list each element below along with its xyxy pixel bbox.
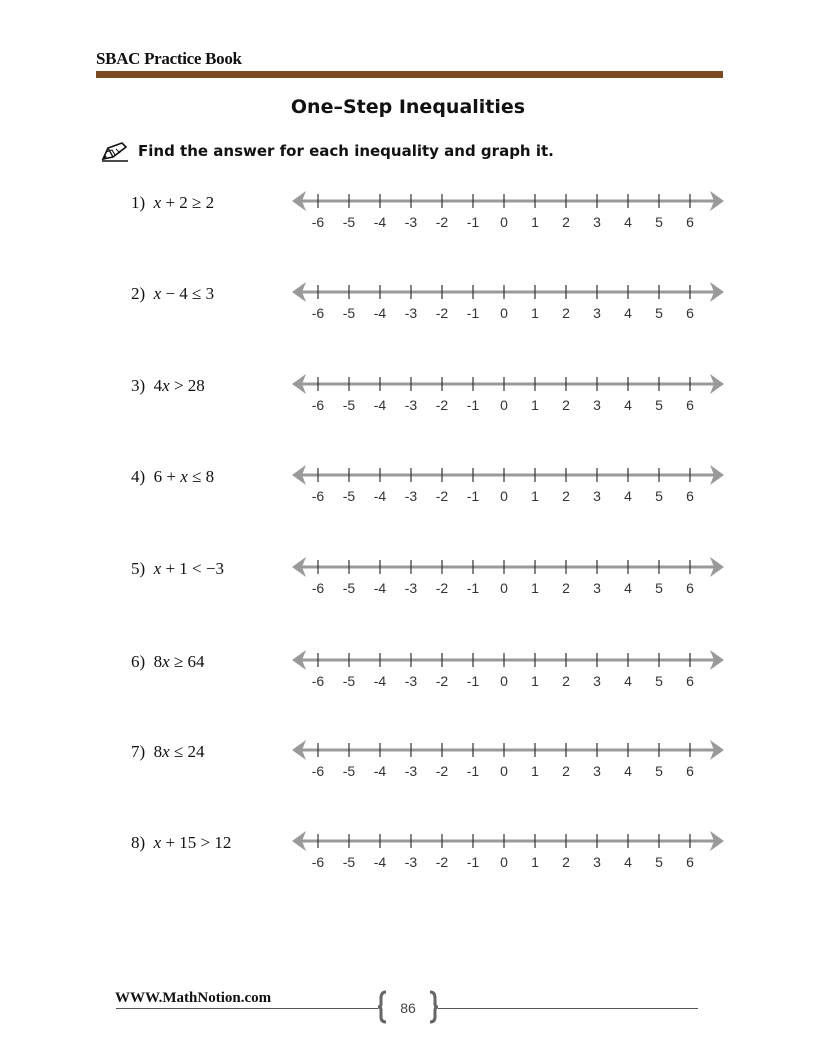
tick-label: 3 (593, 580, 601, 596)
tick-label: 0 (500, 763, 508, 779)
tick-label: 4 (624, 305, 632, 321)
tick-label: 2 (562, 763, 570, 779)
tick-label: -4 (373, 397, 387, 413)
tick-label: -3 (404, 854, 418, 870)
variable: x (162, 652, 170, 671)
footer-page-box (378, 990, 438, 1024)
problem-number: 6) (131, 652, 146, 671)
tick-label: 3 (593, 488, 601, 504)
tick-label: 4 (624, 580, 632, 596)
tick-label: 1 (531, 488, 539, 504)
tick-label: 4 (624, 397, 632, 413)
tick-label: -3 (404, 214, 418, 230)
tick-label: 6 (686, 763, 694, 779)
tick-label: 5 (655, 214, 663, 230)
tick-label: -6 (311, 580, 325, 596)
tick-label: 0 (500, 854, 508, 870)
tick-label: -1 (466, 214, 480, 230)
tick-label: -5 (342, 397, 356, 413)
tick-label: -1 (466, 580, 480, 596)
variable: x (180, 467, 188, 486)
tick-label: -3 (404, 580, 418, 596)
tick-label: -1 (466, 673, 480, 689)
tick-label: -1 (466, 854, 480, 870)
tick-label: -5 (342, 305, 356, 321)
tick-label: 5 (655, 580, 663, 596)
tick-label: 1 (531, 580, 539, 596)
tick-label: 1 (531, 214, 539, 230)
problem-expression (131, 652, 205, 672)
expression-part: 4 (153, 376, 163, 395)
expression-part: 8 (153, 652, 163, 671)
tick-label: -3 (404, 305, 418, 321)
tick-label: -4 (373, 580, 387, 596)
expression-part: 8 (153, 742, 163, 761)
tick-label: 6 (686, 854, 694, 870)
problem-number: 3) (131, 376, 146, 395)
variable: x (153, 833, 162, 852)
tick-label: 3 (593, 397, 601, 413)
problem-7 (131, 742, 731, 782)
tick-label: -2 (435, 305, 449, 321)
tick-label: 0 (500, 673, 508, 689)
pencil-icon (100, 139, 130, 163)
tick-label: -5 (342, 673, 356, 689)
problem-8 (131, 833, 731, 873)
tick-label: -2 (435, 673, 449, 689)
tick-label: -6 (311, 305, 325, 321)
tick-label: 3 (593, 673, 601, 689)
page-title: One–Step Inequalities (290, 96, 526, 118)
tick-label: 6 (686, 305, 694, 321)
tick-label: 0 (500, 305, 508, 321)
footer-rule-left (116, 1008, 378, 1009)
tick-label: 5 (655, 397, 663, 413)
tick-label: -4 (373, 214, 387, 230)
problem-3 (131, 376, 731, 416)
expression-part: 6 + (153, 467, 181, 486)
number-line[interactable] (291, 459, 731, 509)
number-line[interactable] (291, 551, 731, 601)
tick-label: -2 (435, 214, 449, 230)
tick-label: -2 (435, 580, 449, 596)
problem-expression (131, 833, 231, 853)
problem-expression (131, 467, 214, 487)
footer-website: WWW.MathNotion.com (115, 990, 272, 1006)
tick-label: 6 (686, 673, 694, 689)
tick-label: 5 (655, 305, 663, 321)
problem-1 (131, 193, 731, 233)
tick-label: 5 (655, 854, 663, 870)
tick-label: -1 (466, 488, 480, 504)
tick-label: 6 (686, 488, 694, 504)
problem-2 (131, 284, 731, 324)
footer-rule-right (438, 1008, 698, 1009)
tick-label: -1 (466, 397, 480, 413)
problem-number: 8) (131, 833, 146, 852)
tick-label: -4 (373, 763, 387, 779)
variable: x (162, 742, 170, 761)
tick-label: -5 (342, 854, 356, 870)
problem-number: 7) (131, 742, 146, 761)
tick-label: 4 (624, 854, 632, 870)
tick-label: 6 (686, 214, 694, 230)
number-line[interactable] (291, 644, 731, 694)
problem-5 (131, 559, 731, 599)
tick-label: 6 (686, 580, 694, 596)
number-line[interactable] (291, 276, 731, 326)
tick-label: -5 (342, 580, 356, 596)
tick-label: -5 (342, 763, 356, 779)
problem-expression (131, 742, 205, 762)
tick-label: 4 (624, 214, 632, 230)
problem-number: 1) (131, 193, 146, 212)
instruction (100, 139, 554, 163)
tick-label: 1 (531, 397, 539, 413)
tick-label: 3 (593, 214, 601, 230)
tick-label: 3 (593, 854, 601, 870)
tick-label: 2 (562, 854, 570, 870)
tick-label: -3 (404, 488, 418, 504)
expression-part: + 15 > 12 (161, 833, 232, 852)
problem-expression (131, 559, 224, 579)
expression-part: > 28 (169, 376, 205, 395)
tick-label: 1 (531, 763, 539, 779)
tick-label: 2 (562, 580, 570, 596)
tick-label: -4 (373, 854, 387, 870)
tick-label: 0 (500, 488, 508, 504)
tick-label: -4 (373, 488, 387, 504)
tick-label: -4 (373, 305, 387, 321)
number-line[interactable] (291, 734, 731, 784)
expression-part: ≤ 24 (169, 742, 205, 761)
instruction-text: Find the answer for each inequality and graph it. (138, 142, 554, 160)
tick-label: 0 (500, 580, 508, 596)
tick-label: 0 (500, 214, 508, 230)
expression-part: + 1 < −3 (161, 559, 224, 578)
tick-label: -4 (373, 673, 387, 689)
tick-label: -3 (404, 397, 418, 413)
tick-label: 2 (562, 488, 570, 504)
tick-label: 2 (562, 214, 570, 230)
expression-part: ≥ 64 (169, 652, 205, 671)
tick-label: 6 (686, 397, 694, 413)
tick-label: 1 (531, 305, 539, 321)
tick-label: 4 (624, 763, 632, 779)
tick-label: -6 (311, 397, 325, 413)
tick-label: 4 (624, 488, 632, 504)
number-line[interactable] (291, 368, 731, 418)
tick-label: -1 (466, 305, 480, 321)
tick-label: 3 (593, 763, 601, 779)
tick-label: -3 (404, 763, 418, 779)
tick-label: -6 (311, 854, 325, 870)
problem-number: 5) (131, 559, 146, 578)
tick-label: -5 (342, 214, 356, 230)
variable: x (162, 376, 170, 395)
tick-label: 2 (562, 397, 570, 413)
tick-label: -6 (311, 763, 325, 779)
tick-label: 1 (531, 854, 539, 870)
tick-label: 3 (593, 305, 601, 321)
tick-label: -2 (435, 854, 449, 870)
page-number: 86 (400, 1000, 416, 1016)
tick-label: -2 (435, 763, 449, 779)
tick-label: 0 (500, 397, 508, 413)
header-title: SBAC Practice Book (96, 49, 242, 68)
variable: x (153, 559, 162, 578)
tick-label: -6 (311, 673, 325, 689)
tick-label: 5 (655, 763, 663, 779)
variable: x (153, 284, 162, 303)
tick-label: -1 (466, 763, 480, 779)
expression-part: − 4 ≤ 3 (161, 284, 215, 303)
tick-label: -6 (311, 488, 325, 504)
problem-6 (131, 652, 731, 692)
tick-label: 5 (655, 488, 663, 504)
tick-label: 2 (562, 673, 570, 689)
tick-label: 4 (624, 673, 632, 689)
tick-label: -6 (311, 214, 325, 230)
tick-label: -5 (342, 488, 356, 504)
tick-label: -2 (435, 397, 449, 413)
expression-part: + 2 ≥ 2 (161, 193, 215, 212)
variable: x (153, 193, 162, 212)
problem-4 (131, 467, 731, 507)
number-line[interactable] (291, 185, 731, 235)
tick-label: 1 (531, 673, 539, 689)
header-rule (96, 71, 723, 78)
problem-expression (131, 284, 214, 304)
number-line[interactable] (291, 825, 731, 875)
tick-label: 5 (655, 673, 663, 689)
tick-label: -3 (404, 673, 418, 689)
problem-expression (131, 376, 205, 396)
expression-part: ≤ 8 (187, 467, 215, 486)
problem-number: 4) (131, 467, 146, 486)
problem-expression (131, 193, 214, 213)
tick-label: -2 (435, 488, 449, 504)
problem-number: 2) (131, 284, 146, 303)
tick-label: 2 (562, 305, 570, 321)
